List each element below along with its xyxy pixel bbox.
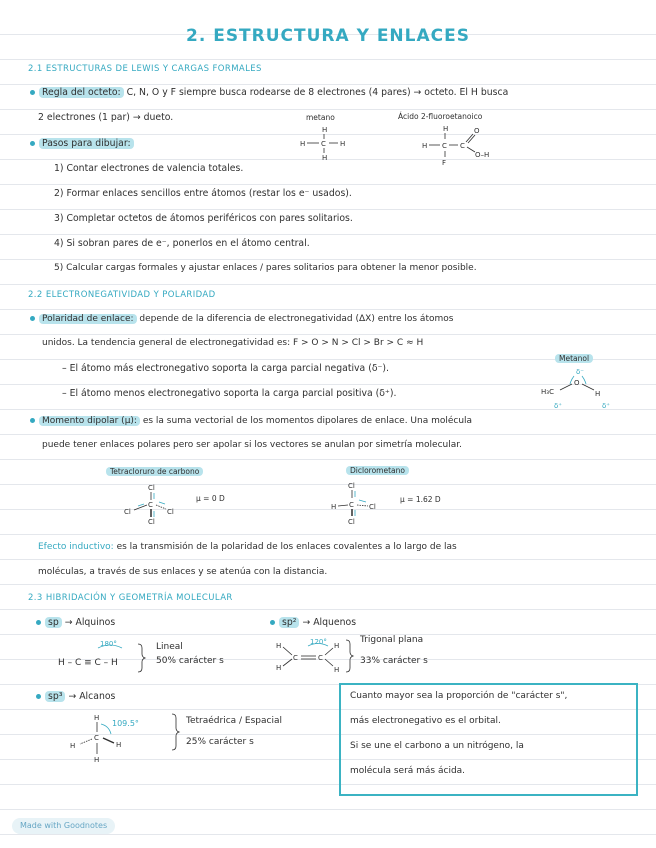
section-heading-electronegatividad: 2.2 ELECTRONEGATIVIDAD Y POLARIDAD bbox=[28, 290, 216, 300]
sp-label: sp bbox=[45, 617, 62, 628]
bullet-dot bbox=[30, 141, 35, 146]
sp2-atom-h-br: H bbox=[334, 666, 340, 674]
step-4: 4) Si sobran pares de e⁻, ponerlos en el átomo central. bbox=[54, 238, 310, 249]
tetracloruro-label: Tetracloruro de carbono bbox=[106, 467, 203, 476]
sp2-arrow: → Alquenos bbox=[302, 617, 357, 628]
electroneg-bullet-1: – El átomo más electronegativo soporta la carga parcial negativa (δ⁻). bbox=[62, 363, 390, 374]
sp2-line bbox=[270, 617, 356, 628]
diclorometano-label: Diclorometano bbox=[346, 466, 409, 475]
bullet-dot bbox=[270, 620, 275, 625]
metanol-delta-minus: δ⁻ bbox=[576, 368, 584, 376]
sp2-geo: Trigonal plana bbox=[360, 635, 424, 645]
tetracloruro-structure bbox=[118, 480, 238, 530]
sp-char: 50% carácter s bbox=[156, 656, 224, 666]
metano-atom-h-bottom: H bbox=[322, 154, 328, 162]
sp2-char: 33% carácter s bbox=[360, 656, 428, 666]
sp3-atom-h-left: H bbox=[70, 742, 76, 750]
note-box-line-1: Cuanto mayor sea la proporción de "carácter s", bbox=[350, 691, 568, 701]
ch2cl2-atom-cl-top: Cl bbox=[348, 482, 355, 490]
acido-structure bbox=[418, 122, 508, 168]
bullet-dot bbox=[36, 620, 41, 625]
metano-atom-c: C bbox=[321, 140, 326, 148]
sp2-atom-h-tl: H bbox=[276, 642, 282, 650]
acido-atom-c1: C bbox=[442, 142, 447, 150]
step-2: 2) Formar enlaces sencillos entre átomos (restar los e⁻ usados). bbox=[54, 188, 352, 199]
metanol-delta-plus-right: δ⁺ bbox=[602, 402, 610, 410]
sp3-angle: 109.5° bbox=[112, 719, 139, 728]
acido-atom-h-top: H bbox=[443, 125, 449, 133]
pasos-line bbox=[30, 138, 134, 149]
step-1: 1) Contar electrones de valencia totales. bbox=[54, 163, 244, 174]
metanol-atom-o: O bbox=[574, 379, 580, 387]
sp2-atom-c1: C bbox=[293, 654, 298, 662]
metano-atom-h-right: H bbox=[340, 140, 346, 148]
acido-atom-c2: C bbox=[460, 142, 465, 150]
note-box-line-3: Si se une el carbono a un nitrógeno, la bbox=[350, 741, 524, 751]
bullet-dot bbox=[30, 90, 35, 95]
acido-atom-o: O bbox=[474, 127, 480, 135]
momento-text: es la suma vectorial de los momentos dipolares de enlace. Una molécula bbox=[142, 416, 473, 426]
efecto-line bbox=[38, 542, 457, 552]
ch2cl2-atom-cl-bottom: Cl bbox=[348, 518, 355, 526]
sp2-atom-h-tr: H bbox=[334, 642, 340, 650]
efecto-label: Efecto inductivo: bbox=[38, 542, 114, 552]
polaridad-text: depende de la diferencia de electronegatividad (ΔX) entre los átomos bbox=[139, 314, 454, 324]
step-5: 5) Calcular cargas formales y ajustar enlaces / pares solitarios para obtener la menor posible. bbox=[54, 263, 477, 273]
sp-formula: H – C ≡ C – H bbox=[58, 658, 118, 668]
sp2-structure bbox=[272, 636, 362, 676]
acido-atom-h-left: H bbox=[422, 142, 428, 150]
ccl4-atom-c: C bbox=[148, 501, 153, 509]
sp3-arrow: → Alcanos bbox=[68, 691, 116, 702]
momento-line bbox=[30, 416, 472, 426]
ccl4-atom-cl-left: Cl bbox=[124, 508, 131, 516]
regla-octeto-label: Regla del octeto: bbox=[39, 87, 124, 98]
ccl4-atom-cl-bottom: Cl bbox=[148, 518, 155, 526]
ch2cl2-atom-h: H bbox=[331, 503, 337, 511]
sp3-structure bbox=[66, 712, 206, 772]
momento-label: Momento dipolar (μ): bbox=[39, 416, 140, 426]
note-box-line-4: molécula será más ácida. bbox=[350, 766, 466, 776]
acido-atom-f: F bbox=[442, 159, 447, 167]
metano-label: metano bbox=[306, 113, 335, 122]
polaridad-text-2: unidos. La tendencia general de electronegatividad es: F > O > N > Cl > Br > C ≈ H bbox=[42, 338, 424, 348]
polaridad-line bbox=[30, 314, 453, 324]
acido-label: Ácido 2-fluoroetanoico bbox=[398, 112, 483, 121]
bullet-dot bbox=[30, 316, 35, 321]
sp2-atom-c2: C bbox=[318, 654, 323, 662]
metanol-atom-h: H bbox=[595, 390, 601, 398]
sp2-label: sp² bbox=[279, 617, 299, 628]
ccl4-mu: μ = 0 D bbox=[196, 494, 225, 503]
metanol-atom-h3c: H₃C bbox=[541, 388, 554, 396]
bullet-dot bbox=[30, 418, 35, 423]
ch2cl2-atom-c: C bbox=[349, 501, 354, 509]
momento-text-2: puede tener enlaces polares pero ser apolar si los vectores se anulan por simetría molecular. bbox=[42, 440, 462, 450]
metanol-structure bbox=[538, 366, 638, 412]
sp3-char: 25% carácter s bbox=[186, 737, 254, 747]
diclorometano-structure bbox=[326, 478, 466, 528]
ccl4-atom-cl-top: Cl bbox=[148, 484, 155, 492]
efecto-text: es la transmisión de la polaridad de los enlaces covalentes a lo largo de las bbox=[116, 542, 457, 552]
metanol-label: Metanol bbox=[555, 354, 593, 363]
sp3-line bbox=[36, 691, 115, 702]
metano-atom-h-left: H bbox=[300, 140, 306, 148]
metanol-delta-plus-left: δ⁺ bbox=[554, 402, 562, 410]
acido-atom-oh: O–H bbox=[475, 151, 490, 159]
sp3-label: sp³ bbox=[45, 691, 65, 702]
sp3-geo: Tetraédrica / Espacial bbox=[186, 716, 282, 726]
ccl4-atom-cl-right: Cl bbox=[167, 508, 174, 516]
section-heading-lewis: 2.1 ESTRUCTURAS DE LEWIS Y CARGAS FORMALES bbox=[28, 64, 262, 74]
note-box-line-2: más electronegativo es el orbital. bbox=[350, 716, 501, 726]
ch2cl2-atom-cl-right: Cl bbox=[369, 503, 376, 511]
section-heading-hibridacion: 2.3 HIBRIDACIÓN Y GEOMETRÍA MOLECULAR bbox=[28, 593, 233, 603]
regla-octeto-text: C, N, O y F siempre busca rodearse de 8 electrones (4 pares) → octeto. El H busca bbox=[126, 87, 509, 98]
sp3-atom-h-bottom: H bbox=[94, 756, 100, 764]
sp-arrow: → Alquinos bbox=[64, 617, 116, 628]
page-title: 2. ESTRUCTURA Y ENLACES bbox=[186, 26, 470, 46]
goodnotes-badge[interactable]: Made with Goodnotes bbox=[12, 818, 115, 834]
sp3-atom-c: C bbox=[94, 734, 99, 742]
efecto-text-2: moléculas, a través de sus enlaces y se atenúa con la distancia. bbox=[38, 567, 328, 577]
metano-structure bbox=[296, 124, 356, 164]
bullet-dot bbox=[36, 694, 41, 699]
sp-angle: 180° bbox=[100, 640, 117, 648]
electroneg-bullet-2: – El átomo menos electronegativo soporta la carga parcial positiva (δ⁺). bbox=[62, 388, 397, 399]
regla-octeto-line bbox=[30, 87, 508, 98]
sp2-atom-h-bl: H bbox=[276, 664, 282, 672]
sp3-atom-h-right: H bbox=[116, 741, 122, 749]
ch2cl2-mu: μ = 1.62 D bbox=[400, 495, 441, 504]
pasos-label: Pasos para dibujar: bbox=[39, 138, 134, 149]
polaridad-label: Polaridad de enlace: bbox=[39, 314, 137, 324]
step-3: 3) Completar octetos de átomos periféricos con pares solitarios. bbox=[54, 213, 353, 224]
sp-line bbox=[36, 617, 115, 628]
sp3-atom-h-top: H bbox=[94, 714, 100, 722]
sp-geo: Lineal bbox=[156, 642, 183, 652]
sp2-angle: 120° bbox=[310, 638, 327, 646]
regla-octeto-text-2: 2 electrones (1 par) → dueto. bbox=[38, 112, 174, 123]
metano-atom-h-top: H bbox=[322, 126, 328, 134]
